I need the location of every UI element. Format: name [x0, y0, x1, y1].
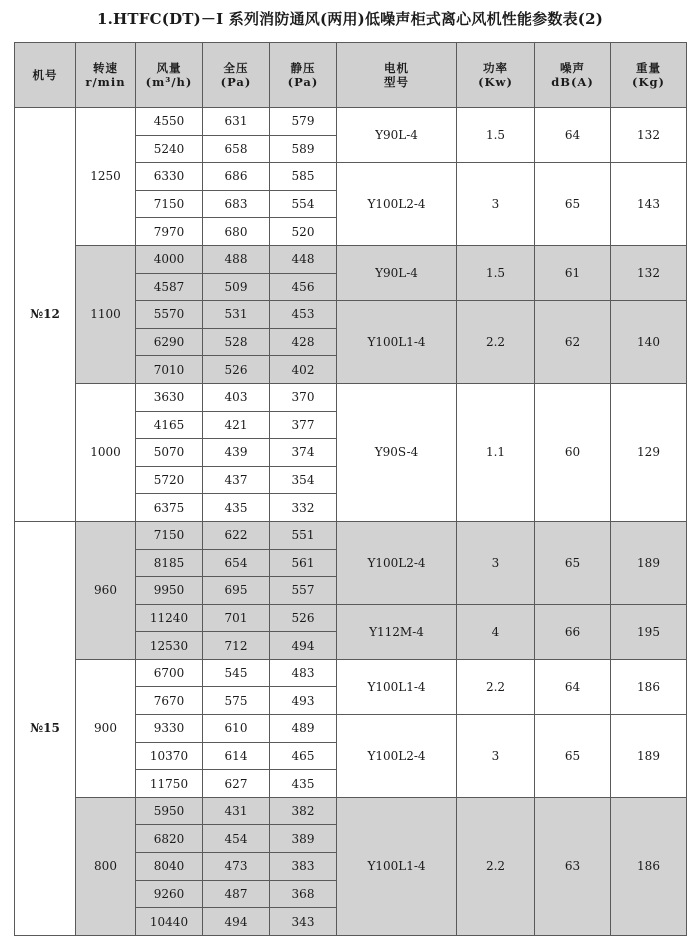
- motor-cell: Y100L2-4: [337, 521, 457, 604]
- static-pressure-cell: 494: [270, 632, 337, 660]
- noise-cell: 60: [535, 383, 611, 521]
- total-pressure-cell: 435: [203, 494, 270, 522]
- header-model: 机号: [15, 43, 76, 108]
- total-pressure-cell: 421: [203, 411, 270, 439]
- static-pressure-cell: 585: [270, 163, 337, 191]
- total-pressure-cell: 712: [203, 632, 270, 660]
- total-pressure-cell: 509: [203, 273, 270, 301]
- noise-cell: 64: [535, 108, 611, 163]
- static-pressure-cell: 456: [270, 273, 337, 301]
- static-pressure-cell: 465: [270, 742, 337, 770]
- speed-cell: 800: [76, 797, 136, 935]
- total-pressure-cell: 658: [203, 135, 270, 163]
- static-pressure-cell: 589: [270, 135, 337, 163]
- weight-cell: 132: [611, 245, 687, 300]
- table-row: [15, 521, 687, 549]
- header-noise: 噪声 dB(A): [535, 43, 611, 108]
- total-pressure-cell: 575: [203, 687, 270, 715]
- speed-cell: 1100: [76, 245, 136, 383]
- flow-cell: 5240: [136, 135, 203, 163]
- noise-cell: 65: [535, 163, 611, 246]
- flow-cell: 8185: [136, 549, 203, 577]
- power-cell: 1.5: [457, 245, 535, 300]
- header-row: [15, 43, 687, 108]
- noise-cell: 65: [535, 715, 611, 798]
- header-total-pressure: 全压 (Pa): [203, 43, 270, 108]
- static-pressure-cell: 551: [270, 521, 337, 549]
- total-pressure-cell: 403: [203, 383, 270, 411]
- weight-cell: 132: [611, 108, 687, 163]
- power-cell: 2.2: [457, 659, 535, 714]
- flow-cell: 7010: [136, 356, 203, 384]
- static-pressure-cell: 368: [270, 880, 337, 908]
- total-pressure-cell: 526: [203, 356, 270, 384]
- static-pressure-cell: 343: [270, 908, 337, 936]
- static-pressure-cell: 374: [270, 439, 337, 467]
- static-pressure-cell: 389: [270, 825, 337, 853]
- static-pressure-cell: 579: [270, 108, 337, 136]
- header-motor: 电机 型号: [337, 43, 457, 108]
- flow-cell: 9950: [136, 577, 203, 605]
- total-pressure-cell: 695: [203, 577, 270, 605]
- table-row: [15, 383, 687, 411]
- power-cell: 3: [457, 521, 535, 604]
- motor-cell: Y112M-4: [337, 604, 457, 659]
- speed-cell: 960: [76, 521, 136, 659]
- static-pressure-cell: 453: [270, 301, 337, 329]
- header-speed: 转速 r/min: [76, 43, 136, 108]
- motor-cell: Y100L2-4: [337, 163, 457, 246]
- flow-cell: 5720: [136, 466, 203, 494]
- static-pressure-cell: 526: [270, 604, 337, 632]
- motor-cell: Y90L-4: [337, 108, 457, 163]
- weight-cell: 140: [611, 301, 687, 384]
- static-pressure-cell: 489: [270, 715, 337, 743]
- total-pressure-cell: 488: [203, 245, 270, 273]
- total-pressure-cell: 683: [203, 190, 270, 218]
- noise-cell: 62: [535, 301, 611, 384]
- power-cell: 4: [457, 604, 535, 659]
- header-weight: 重量 (Kg): [611, 43, 687, 108]
- total-pressure-cell: 528: [203, 328, 270, 356]
- weight-cell: 189: [611, 521, 687, 604]
- total-pressure-cell: 686: [203, 163, 270, 191]
- flow-cell: 9260: [136, 880, 203, 908]
- flow-cell: 6330: [136, 163, 203, 191]
- flow-cell: 7150: [136, 190, 203, 218]
- static-pressure-cell: 435: [270, 770, 337, 798]
- flow-cell: 11750: [136, 770, 203, 798]
- weight-cell: 189: [611, 715, 687, 798]
- performance-table: [14, 42, 687, 936]
- noise-cell: 65: [535, 521, 611, 604]
- total-pressure-cell: 701: [203, 604, 270, 632]
- flow-cell: 8040: [136, 853, 203, 881]
- page-title: 1.HTFC(DT)－Ⅰ 系列消防通风(两用)低噪声柜式离心风机性能参数表(2): [96, 10, 603, 28]
- motor-cell: Y90S-4: [337, 383, 457, 521]
- flow-cell: 6290: [136, 328, 203, 356]
- flow-cell: 7970: [136, 218, 203, 246]
- flow-cell: 4165: [136, 411, 203, 439]
- speed-cell: 900: [76, 659, 136, 797]
- power-cell: 2.2: [457, 797, 535, 935]
- noise-cell: 66: [535, 604, 611, 659]
- static-pressure-cell: 448: [270, 245, 337, 273]
- flow-cell: 6700: [136, 659, 203, 687]
- noise-cell: 61: [535, 245, 611, 300]
- total-pressure-cell: 473: [203, 853, 270, 881]
- power-cell: 3: [457, 715, 535, 798]
- total-pressure-cell: 545: [203, 659, 270, 687]
- flow-cell: 7150: [136, 521, 203, 549]
- static-pressure-cell: 554: [270, 190, 337, 218]
- static-pressure-cell: 370: [270, 383, 337, 411]
- total-pressure-cell: 610: [203, 715, 270, 743]
- static-pressure-cell: 428: [270, 328, 337, 356]
- flow-cell: 11240: [136, 604, 203, 632]
- weight-cell: 186: [611, 797, 687, 935]
- total-pressure-cell: 487: [203, 880, 270, 908]
- flow-cell: 5070: [136, 439, 203, 467]
- flow-cell: 10370: [136, 742, 203, 770]
- static-pressure-cell: 520: [270, 218, 337, 246]
- static-pressure-cell: 561: [270, 549, 337, 577]
- total-pressure-cell: 439: [203, 439, 270, 467]
- weight-cell: 186: [611, 659, 687, 714]
- table-row: [15, 797, 687, 825]
- motor-cell: Y100L1-4: [337, 797, 457, 935]
- power-cell: 1.1: [457, 383, 535, 521]
- static-pressure-cell: 377: [270, 411, 337, 439]
- speed-cell: 1250: [76, 108, 136, 246]
- flow-cell: 5950: [136, 797, 203, 825]
- flow-cell: 5570: [136, 301, 203, 329]
- flow-cell: 4587: [136, 273, 203, 301]
- header-power: 功率 (Kw): [457, 43, 535, 108]
- table-row: [15, 659, 687, 687]
- static-pressure-cell: 402: [270, 356, 337, 384]
- flow-cell: 4000: [136, 245, 203, 273]
- header-static-pressure: 静压 (Pa): [270, 43, 337, 108]
- weight-cell: 129: [611, 383, 687, 521]
- total-pressure-cell: 680: [203, 218, 270, 246]
- static-pressure-cell: 382: [270, 797, 337, 825]
- total-pressure-cell: 531: [203, 301, 270, 329]
- static-pressure-cell: 483: [270, 659, 337, 687]
- power-cell: 1.5: [457, 108, 535, 163]
- motor-cell: Y100L1-4: [337, 301, 457, 384]
- motor-cell: Y90L-4: [337, 245, 457, 300]
- model-cell: №12: [15, 108, 76, 522]
- static-pressure-cell: 332: [270, 494, 337, 522]
- flow-cell: 9330: [136, 715, 203, 743]
- total-pressure-cell: 654: [203, 549, 270, 577]
- flow-cell: 3630: [136, 383, 203, 411]
- total-pressure-cell: 494: [203, 908, 270, 936]
- motor-cell: Y100L1-4: [337, 659, 457, 714]
- flow-cell: 7670: [136, 687, 203, 715]
- weight-cell: 143: [611, 163, 687, 246]
- flow-cell: 6820: [136, 825, 203, 853]
- static-pressure-cell: 557: [270, 577, 337, 605]
- total-pressure-cell: 614: [203, 742, 270, 770]
- power-cell: 3: [457, 163, 535, 246]
- noise-cell: 64: [535, 659, 611, 714]
- flow-cell: 12530: [136, 632, 203, 660]
- total-pressure-cell: 437: [203, 466, 270, 494]
- total-pressure-cell: 627: [203, 770, 270, 798]
- total-pressure-cell: 622: [203, 521, 270, 549]
- power-cell: 2.2: [457, 301, 535, 384]
- header-flow: 风量 (m³/h): [136, 43, 203, 108]
- flow-cell: 6375: [136, 494, 203, 522]
- static-pressure-cell: 383: [270, 853, 337, 881]
- weight-cell: 195: [611, 604, 687, 659]
- table-row: [15, 108, 687, 136]
- total-pressure-cell: 431: [203, 797, 270, 825]
- static-pressure-cell: 354: [270, 466, 337, 494]
- flow-cell: 4550: [136, 108, 203, 136]
- total-pressure-cell: 631: [203, 108, 270, 136]
- static-pressure-cell: 493: [270, 687, 337, 715]
- flow-cell: 10440: [136, 908, 203, 936]
- model-cell: №15: [15, 521, 76, 935]
- table-row: [15, 245, 687, 273]
- motor-cell: Y100L2-4: [337, 715, 457, 798]
- speed-cell: 1000: [76, 383, 136, 521]
- total-pressure-cell: 454: [203, 825, 270, 853]
- noise-cell: 63: [535, 797, 611, 935]
